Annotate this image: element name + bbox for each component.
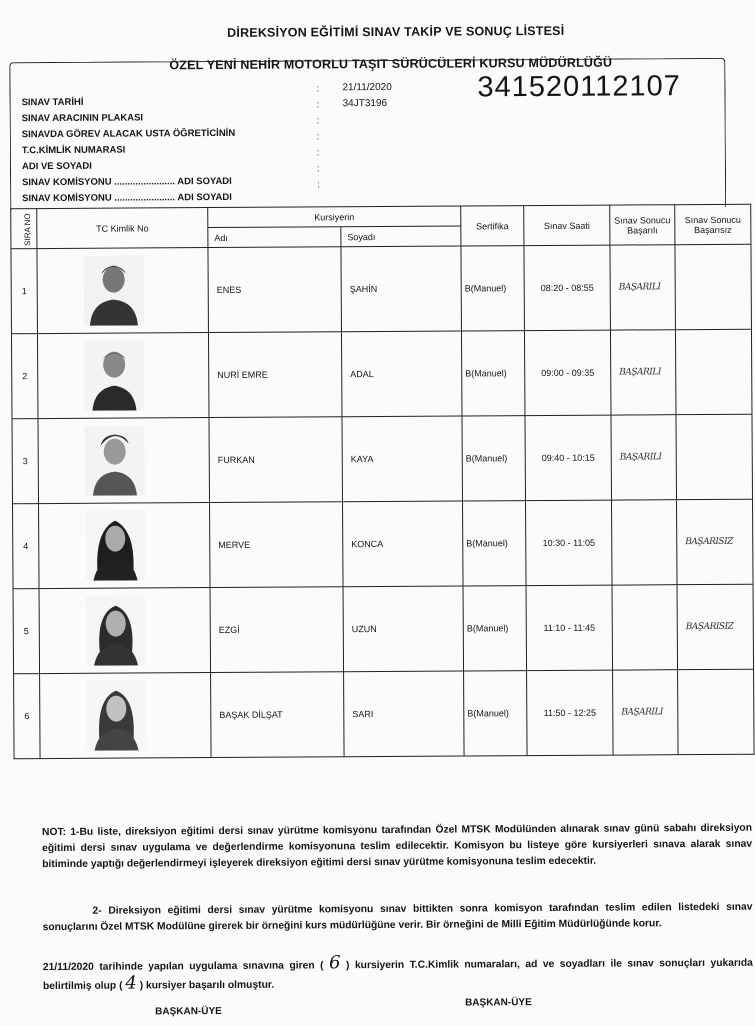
result-failed [678, 669, 755, 754]
person-photo [86, 680, 146, 750]
school-name: ÖZEL YENİ NEHİR MOTORLU TAŞIT SÜRÜCÜLERİ KURSU MÜDÜRLÜĞÜ [169, 55, 613, 73]
table-row [11, 244, 752, 334]
result-failed [675, 244, 752, 329]
candidate-photo [38, 418, 210, 504]
result-passed: BAŞARILI [613, 670, 679, 755]
result-failed [675, 329, 752, 414]
exam-time: 11:50 - 12:25 [527, 670, 614, 756]
candidate-first-name: NURİ EMRE [208, 332, 342, 418]
result-passed: BAŞARILI [610, 245, 676, 330]
certificate: B(Manuel) [461, 246, 525, 331]
row-number: 5 [13, 589, 40, 674]
document-number: 341520112107 [477, 70, 681, 104]
row-number: 1 [11, 249, 38, 334]
table-row [12, 414, 753, 504]
exam-time: 09:40 - 10:15 [525, 415, 612, 501]
label-commission-1: SINAV KOMİSYONU ....................... ADI SOYADI [22, 175, 232, 189]
col-sinav-saati: Sınav Saati [524, 205, 610, 246]
person-photo [85, 425, 145, 495]
person-photo [86, 595, 146, 665]
col-kursiyer: Kursiyerin [208, 206, 461, 228]
row-number: 6 [14, 674, 41, 759]
candidate-first-name: BAŞAK DİLŞAT [211, 672, 345, 758]
entered-count: 6 [328, 952, 341, 974]
candidate-last-name: KAYA [342, 416, 463, 502]
table-row [14, 669, 755, 759]
col-tc-kimlik: TC Kimlik No [37, 208, 208, 249]
table-row [13, 584, 754, 674]
candidate-last-name: ŞAHİN [341, 246, 462, 332]
candidate-photo [37, 333, 209, 419]
candidate-first-name: FURKAN [209, 417, 343, 503]
value-exam-date: 21/11/2020 [342, 81, 392, 94]
col-soyadi: Soyadı [341, 226, 461, 247]
person-photo [85, 510, 145, 580]
candidate-first-name: MERVE [210, 502, 344, 588]
result-passed: BAŞARILI [611, 415, 677, 500]
col-sira-no: SIRA NO [11, 209, 37, 249]
result-failed: BAŞARISIZ [677, 584, 754, 669]
note-1: NOT: 1-Bu liste, direksiyon eğitimi dersi sınav yürütme komisyonu tarafından Özel MTSK Modülünden alınarak sınav günü sabahı direksiyon eğitimi dersi sınav uygulama ve değerlendirme komisyonuna teslim edilecektir. Komisyon bu listeye göre kursiyerleri sınava alarak sınav bitiminde yaptığı değerlendirmeyi işleyerek direksiyon eğitimi dersi sınav yürütme komisyonuna teslim edecektir. [41, 822, 753, 871]
row-number: 2 [11, 334, 38, 419]
value-vehicle-plate: 34JT3196 [342, 97, 388, 110]
col-basarili: Sınav Sonucu Başarılı [610, 205, 675, 245]
exam-time: 10:30 - 11:05 [526, 500, 613, 586]
col-sertifika: Sertifika [461, 206, 524, 246]
exam-time: 09:00 - 09:35 [524, 330, 611, 416]
exam-time: 11:10 - 11:45 [526, 585, 613, 671]
result-passed [612, 500, 678, 585]
certificate: B(Manuel) [464, 671, 528, 756]
candidate-photo [37, 248, 209, 334]
certificate: B(Manuel) [461, 331, 525, 416]
candidate-first-name: ENES [208, 247, 342, 333]
result-failed: BAŞARISIZ [677, 499, 754, 584]
label-tc-number: T.C.KİMLİK NUMARASI [21, 144, 126, 157]
result-passed: BAŞARILI [610, 330, 676, 415]
label-name-surname: ADI VE SOYADI [21, 160, 92, 173]
exam-summary: 21/11/2020 tarihinde yapılan uygulama sınavına giren ( 6 ) kursiyerin T.C.Kimlik numaraları, ad ve soyadları ile sınav sonuçları yukarıda belirtilmiş olup ( 4 ) kursiyer başarılı olmuştur. [42, 952, 753, 994]
table-row [11, 329, 752, 419]
candidate-last-name: UZUN [343, 586, 464, 672]
candidate-last-name: ADAL [341, 331, 462, 417]
passed-count: 4 [125, 972, 137, 994]
certificate: B(Manuel) [463, 586, 527, 671]
candidate-photo [39, 503, 211, 589]
candidate-last-name: SARI [344, 671, 465, 757]
certificate: B(Manuel) [462, 416, 526, 501]
signature-left: BAŞKAN-ÜYE [155, 1005, 222, 1018]
row-number: 4 [13, 504, 40, 589]
person-photo [84, 255, 144, 325]
exam-time: 08:20 - 08:55 [524, 245, 611, 331]
results-table [10, 204, 754, 760]
label-exam-date: SINAV TARİHİ [21, 96, 84, 109]
signature-right: BAŞKAN-ÜYE [465, 997, 532, 1009]
table-row [13, 499, 754, 589]
person-photo [84, 340, 144, 410]
exam-result-document: DİREKSİYON EĞİTİMİ SINAV TAKİP VE SONUÇ LİSTESİ ÖZEL YENİ NEHİR MOTORLU TAŞIT SÜRÜCÜLERİ KURSU MÜDÜRLÜĞÜ 341520112107 SINAV TARİHİ SINAV ARACININ PLAKASI SINAVDA GÖREV ALACAK USTA ÖĞRETİCİNİN T.C.KİMLİK NUMARASI ADI VE SOYADI SINAV KOMİSYONU ....................... ADI SOYADI SINAV KOMİSYONU ....................... ADI SOYADI : : : : : : : 21/11/2020 34JT3196 SIRA NO TC Kimlik No Kursiyerin Sertifika Sınav Saati Sınav Sonucu Başarılı Sınav Sonucu Başarısız Adı Soyadı 1 ENES ŞAHİN B(Manuel) 08:20 - 08:55 BAŞARILI 2 NURİ EMRE ADAL B(Manuel) 09:00 - 09:35 BAŞARILI 3 FURKAN KAYA B(Manuel) 09:40 - 10:15 BAŞARILI 4 MERVE KONCA B(Manuel) 10:30 - 11:05 BAŞARISIZ 5 EZGİ UZUN B(Manuel) 11:10 - 11:45 BAŞARISIZ 6 BAŞAK DİLŞAT SARI B(Manuel) 11:50 - 12:25 BAŞARILI NOT: 1-Bu liste, direksiyon eğitimi dersi sınav yürütme komisyonu tarafından Özel MTSK Modülünden alınarak sınav günü sabahı direksiyon eğitimi dersi sınav uygulama ve değerlendirme komisyonuna teslim edilecektir. Komisyon bu listeye göre kursiyerleri sınava alarak sınav bitiminde yaptığı değerlendirmeyi işleyerek direksiyon eğitimi dersi sınav yürütme komisyonuna teslim edecektir. 2- Direksiyon eğitimi dersi sınav yürütme komisyonu sınav bittikten sonra komisyon tarafından teslim edilen listedeki sınav sonuçlarını Özel MTSK Modülüne girerek bir örneğini kurs müdürlüğüne verir. Bir örneğini de Milli Eğitim Müdürlüğünde korur. 21/11/2020 tarihinde yapılan uygulama sınavına giren ( 6 ) kursiyerin T.C.Kimlik numaraları, ad ve soyadları ile sınav sonuçları yukarıda belirtilmiş olup ( 4 ) kursiyer başarılı olmuştur. BAŞKAN-ÜYE BAŞKAN-ÜYE [0, 0, 755, 1026]
note-2: 2- Direksiyon eğitimi dersi sınav yürütme komisyonu sınav bittikten sonra komisyon tarafından teslim edilen listedeki sınav sonuçlarını Özel MTSK Modülüne girerek bir örneğini kurs müdürlüğüne verir. Bir örneğini de Milli Eğitim Müdürlüğünde korur. [42, 901, 753, 934]
result-failed [676, 414, 753, 499]
label-vehicle-plate: SINAV ARACININ PLAKASI [21, 112, 144, 125]
candidate-last-name: KONCA [343, 501, 464, 587]
candidate-first-name: EZGİ [210, 587, 344, 673]
label-instructor: SINAVDA GÖREV ALACAK USTA ÖĞRETİCİNİN [21, 127, 236, 141]
candidate-photo [39, 588, 211, 674]
document-title: DİREKSİYON EĞİTİMİ SINAV TAKİP VE SONUÇ LİSTESİ [227, 23, 565, 40]
col-adi: Adı [208, 227, 341, 248]
certificate: B(Manuel) [463, 501, 527, 586]
label-commission-2: SINAV KOMİSYONU ....................... ADI SOYADI [22, 191, 232, 205]
col-basarisiz: Sınav Sonucu Başarısız [675, 204, 751, 244]
row-number: 3 [12, 419, 39, 504]
candidate-photo [40, 673, 212, 759]
result-passed [612, 585, 678, 670]
